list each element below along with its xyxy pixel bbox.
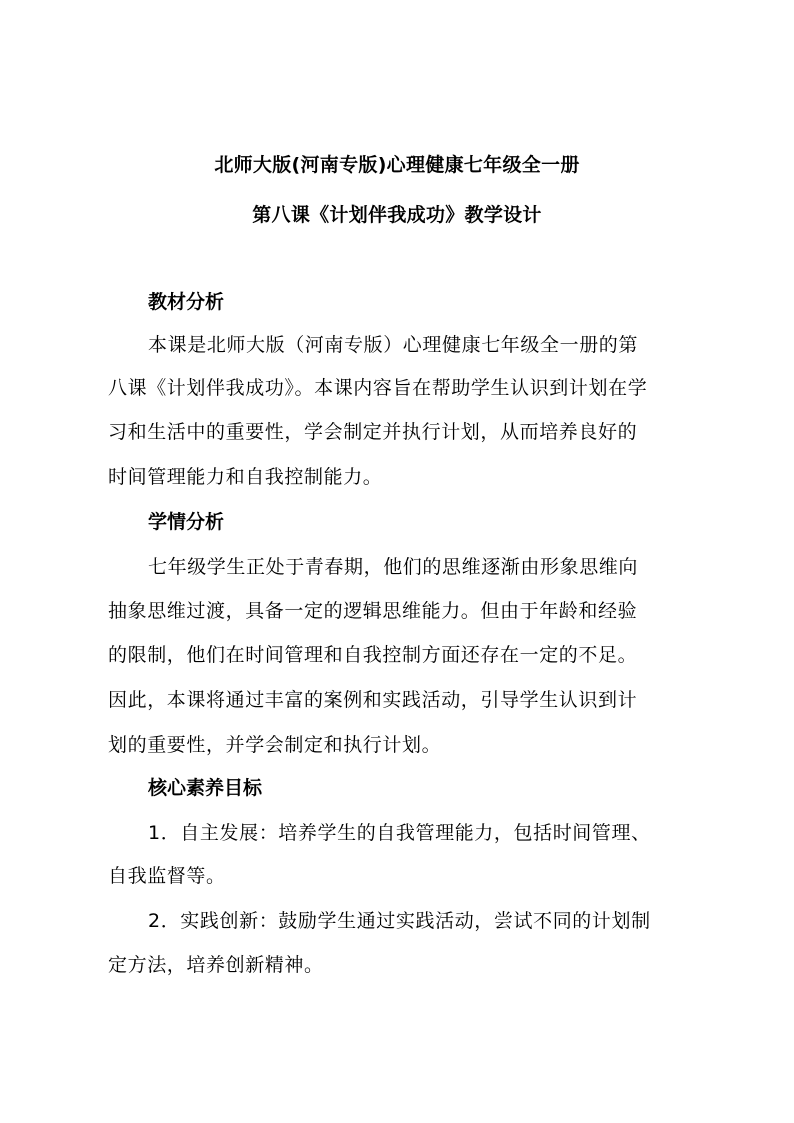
- paragraph-line: 抽象思维过渡，具备一定的逻辑思维能力。但由于年龄和经验: [108, 600, 638, 622]
- goal-item-line: 2．实践创新：鼓励学生通过实践活动，尝试不同的计划制: [148, 910, 651, 932]
- goal-item-line: 1．自主发展：培养学生的自我管理能力，包括时间管理、: [148, 822, 651, 844]
- paragraph-line: 时间管理能力和自我控制能力。: [108, 466, 383, 488]
- paragraph-line: 的限制，他们在时间管理和自我控制方面还存在一定的不足。: [108, 644, 638, 666]
- section-heading-core-literacy-goals: 核心素养目标: [148, 777, 263, 799]
- document-title-line-1: 北师大版(河南专版)心理健康七年级全一册: [214, 154, 580, 176]
- paragraph-line: 划的重要性，并学会制定和执行计划。: [108, 734, 442, 756]
- paragraph-line: 本课是北师大版（河南专版）心理健康七年级全一册的第: [148, 334, 639, 356]
- paragraph-line: 因此，本课将通过丰富的案例和实践活动，引导学生认识到计: [108, 689, 638, 711]
- section-heading-textbook-analysis: 教材分析: [148, 291, 225, 313]
- section-heading-student-analysis: 学情分析: [148, 511, 225, 533]
- goal-item-line: 自我监督等。: [108, 865, 226, 887]
- paragraph-line: 七年级学生正处于青春期，他们的思维逐渐由形象思维向: [148, 556, 639, 578]
- paragraph-line: 习和生活中的重要性，学会制定并执行计划，从而培养良好的: [108, 421, 638, 443]
- goal-item-line: 定方法，培养创新精神。: [108, 954, 324, 976]
- document-title-line-2: 第八课《计划伴我成功》教学设计: [252, 204, 542, 226]
- paragraph-line: 八课《计划伴我成功》。本课内容旨在帮助学生认识到计划在学: [108, 377, 648, 399]
